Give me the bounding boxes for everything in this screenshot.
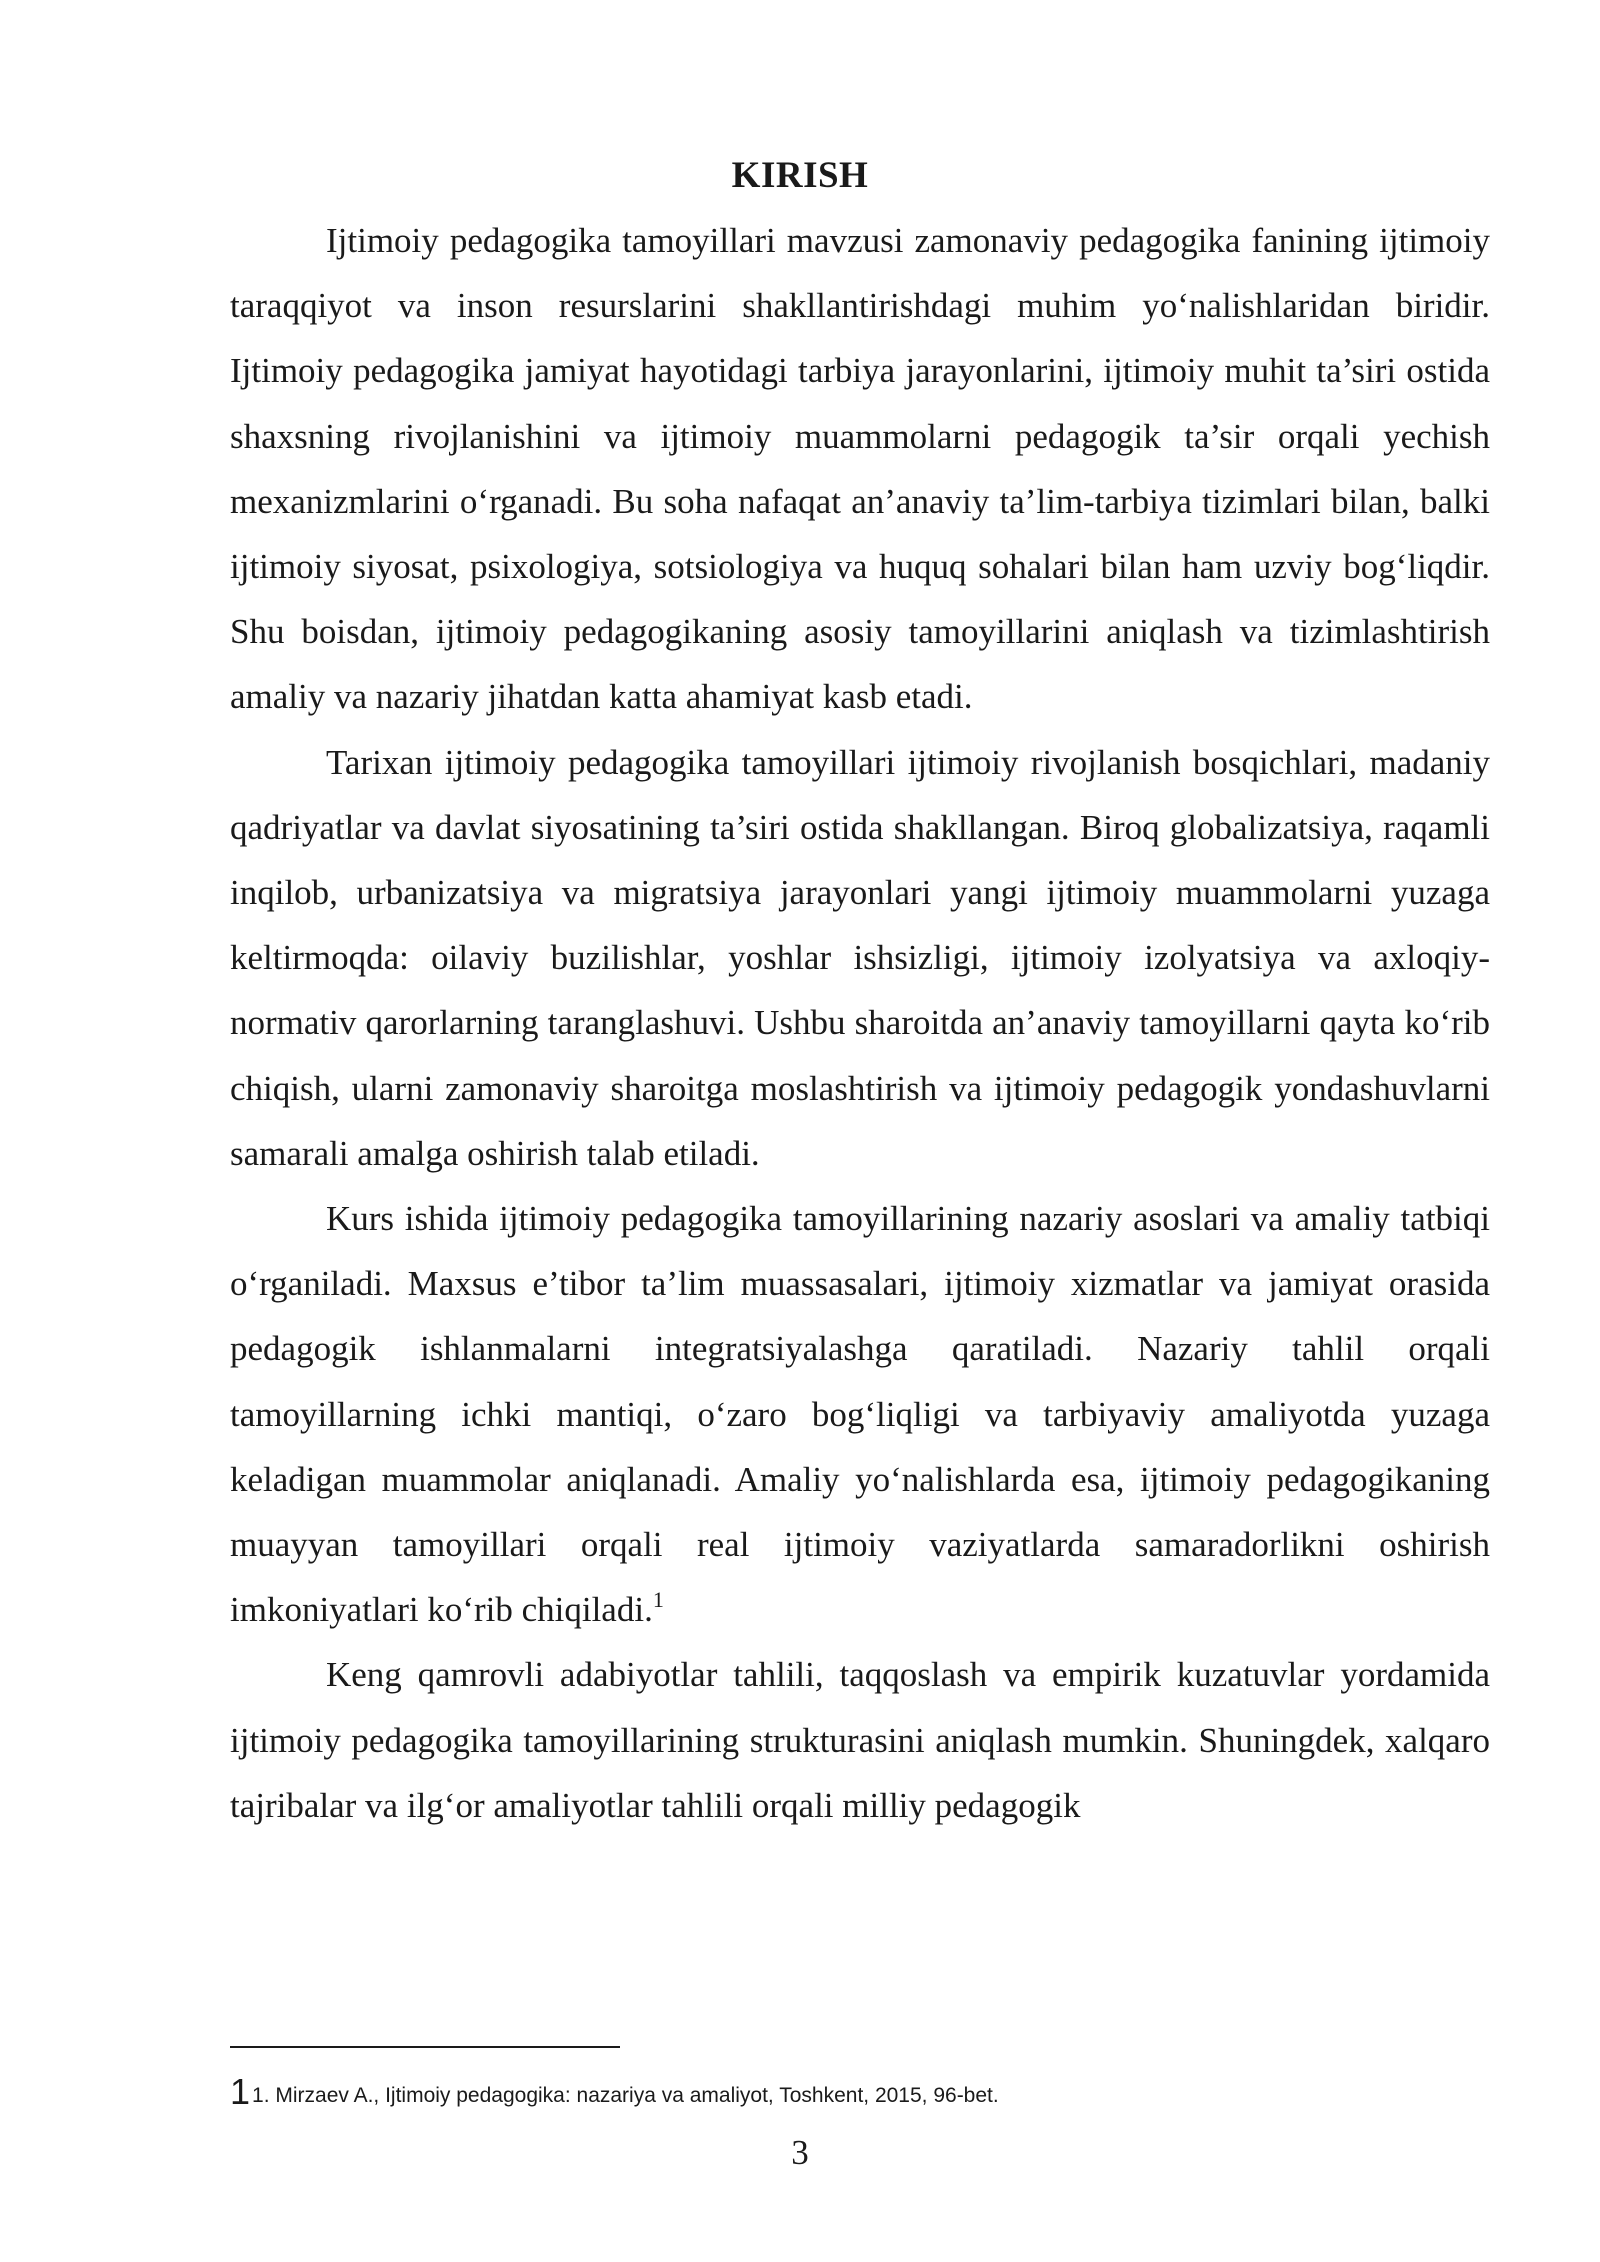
footnote-separator	[230, 2046, 620, 2048]
paragraph-text: Ijtimoiy pedagogika tamoyillari mavzusi zamonaviy pedagogika fanining ijtimoiy taraqqiyot va inson resurslarini shakllantirishdagi muhim yo‘nalishlaridan biridir. Ijtimoiy pedagogika jamiyat hayotidagi tarbiya jarayonlarini, ijtimoiy muhit ta’siri ostida shaxsning rivojlanishini va ijtimoiy muammolarni pedagogik ta’sir orqali yechish mexanizmlarini o‘rganadi. Bu soha nafaqat an’anaviy ta’lim-tarbiya tizimlari bilan, balki ijtimoiy siyosat, psixologiya, sotsiologiya va huquq sohalari bilan ham uzviy bog‘liqdir. Shu boisdan, ijtimoiy pedagogikaning asosiy tamoyillarini aniqlash va tizimlashtirish amaliy va nazariy jihatdan katta ahamiyat kasb etadi.	[230, 221, 1490, 717]
footnote	[230, 2072, 1490, 2116]
footnote-mark: 1	[230, 2071, 251, 2112]
paragraph-text: Kurs ishida ijtimoiy pedagogika tamoyillarining nazariy asoslari va amaliy tatbiqi o‘rganiladi. Maxsus e’tibor ta’lim muassasalari, ijtimoiy xizmatlar va jamiyat orasida pedagogik ishlanmalarni integratsiyalashga qaratiladi. Nazariy tahlil orqali tamoyillarning ichki mantiqi, o‘zaro bog‘liqligi va tarbiyaviy amaliyotda yuzaga keladigan muammolar aniqlanadi. Amaliy yo‘nalishlarda esa, ijtimoiy pedagogikaning muayyan tamoyillari orqali real ijtimoiy vaziyatlarda samaradorlikni oshirish imkoniyatlari ko‘rib chiqiladi.	[230, 1199, 1490, 1630]
paragraph-2	[230, 730, 1490, 1186]
section-title: KIRISH	[731, 155, 869, 196]
page-number: 3	[791, 2133, 809, 2172]
paragraph-3	[230, 1186, 1490, 1642]
footnote-text: 1. Mirzaev A., Ijtimoiy pedagogika: nazariya va amaliyot, Toshkent, 2015, 96-bet.	[252, 2084, 999, 2107]
paragraph-1	[230, 208, 1490, 730]
paragraph-text: Keng qamrovli adabiyotlar tahlili, taqqoslash va empirik kuzatuvlar yordamida ijtimoiy pedagogika tamoyillarining strukturasini aniqlash mumkin. Shuningdek, xalqaro tajribalar va ilg‘or amaliyotlar tahlili orqali milliy pedagogik	[230, 1655, 1490, 1825]
footnote-reference[interactable]: 1	[652, 1587, 664, 1613]
paragraph-4	[230, 1642, 1490, 1838]
body-text	[230, 208, 1490, 1838]
paragraph-text: Tarixan ijtimoiy pedagogika tamoyillari ijtimoiy rivojlanish bosqichlari, madaniy qadriyatlar va davlat siyosatining ta’siri ostida shakllangan. Biroq globalizatsiya, raqamli inqilob, urbanizatsiya va migratsiya jarayonlari yangi ijtimoiy muammolarni yuzaga keltirmoqda: oilaviy buzilishlar, yoshlar ishsizligi, ijtimoiy izolyatsiya va axloqiy-normativ qarorlarning taranglashuvi. Ushbu sharoitda an’anaviy tamoyillarni qayta ko‘rib chiqish, ularni zamonaviy sharoitga moslashtirish va ijtimoiy pedagogik yondashuvlarni samarali amalga oshirish talab etiladi.	[230, 742, 1490, 1173]
